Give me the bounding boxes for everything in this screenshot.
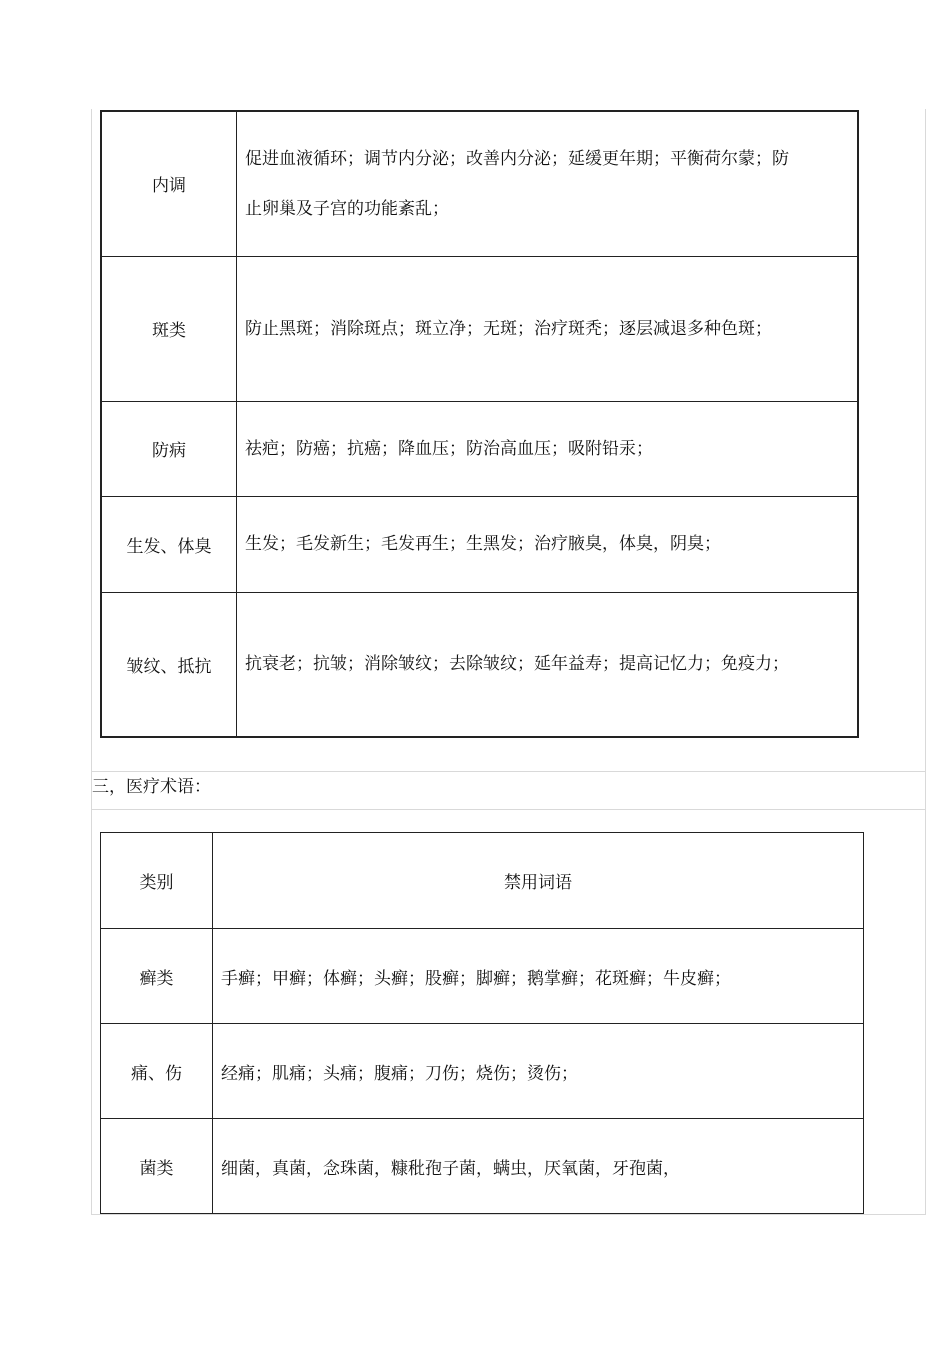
header-words-cell: 禁用词语 xyxy=(213,833,864,929)
table-row xyxy=(101,1024,864,1119)
section-frame-heading xyxy=(91,771,926,810)
words-cell: 防止黑斑；消除斑点；斑立净；无斑；治疗斑秃；逐层减退多种色斑； xyxy=(237,256,859,401)
words-cell: 祛疤；防癌；抗癌；降血压；防治高血压；吸附铅汞； xyxy=(237,401,859,496)
words-cell: 细菌，真菌，念珠菌，糠秕孢子菌，螨虫，厌氧菌，牙孢菌， xyxy=(213,1119,864,1214)
category-cell: 痛、伤 xyxy=(101,1024,213,1119)
category-cell: 斑类 xyxy=(101,256,237,401)
banned-words-table-1 xyxy=(100,110,859,738)
category-cell: 生发、体臭 xyxy=(101,496,237,592)
table-row xyxy=(101,929,864,1024)
words-cell: 生发；毛发新生；毛发再生；生黑发；治疗腋臭，体臭，阴臭； xyxy=(237,496,859,592)
table-row xyxy=(101,111,858,256)
header-category-cell: 类别 xyxy=(101,833,213,929)
category-cell: 菌类 xyxy=(101,1119,213,1214)
words-cell: 经痛；肌痛；头痛；腹痛；刀伤；烧伤；烫伤； xyxy=(213,1024,864,1119)
table-row xyxy=(101,496,858,592)
category-cell: 癣类 xyxy=(101,929,213,1024)
words-cell: 促进血液循环；调节内分泌；改善内分泌；延缓更年期；平衡荷尔蒙；防止卵巢及子宫的功能紊乱； xyxy=(237,111,859,256)
table-row xyxy=(101,256,858,401)
section-heading: 三，医疗术语： xyxy=(92,777,211,797)
words-cell: 手癣；甲癣；体癣；头癣；股癣；脚癣；鹅掌癣；花斑癣；牛皮癣； xyxy=(213,929,864,1024)
banned-words-table-2 xyxy=(100,832,864,1214)
table-row xyxy=(101,1119,864,1214)
category-cell: 防病 xyxy=(101,401,237,496)
category-cell: 内调 xyxy=(101,111,237,256)
table-row xyxy=(101,592,858,737)
category-cell: 皱纹、抵抗 xyxy=(101,592,237,737)
words-cell: 抗衰老；抗皱；消除皱纹；去除皱纹；延年益寿；提高记忆力；免疫力； xyxy=(237,592,859,737)
table-row xyxy=(101,401,858,496)
table-header-row xyxy=(101,833,864,929)
